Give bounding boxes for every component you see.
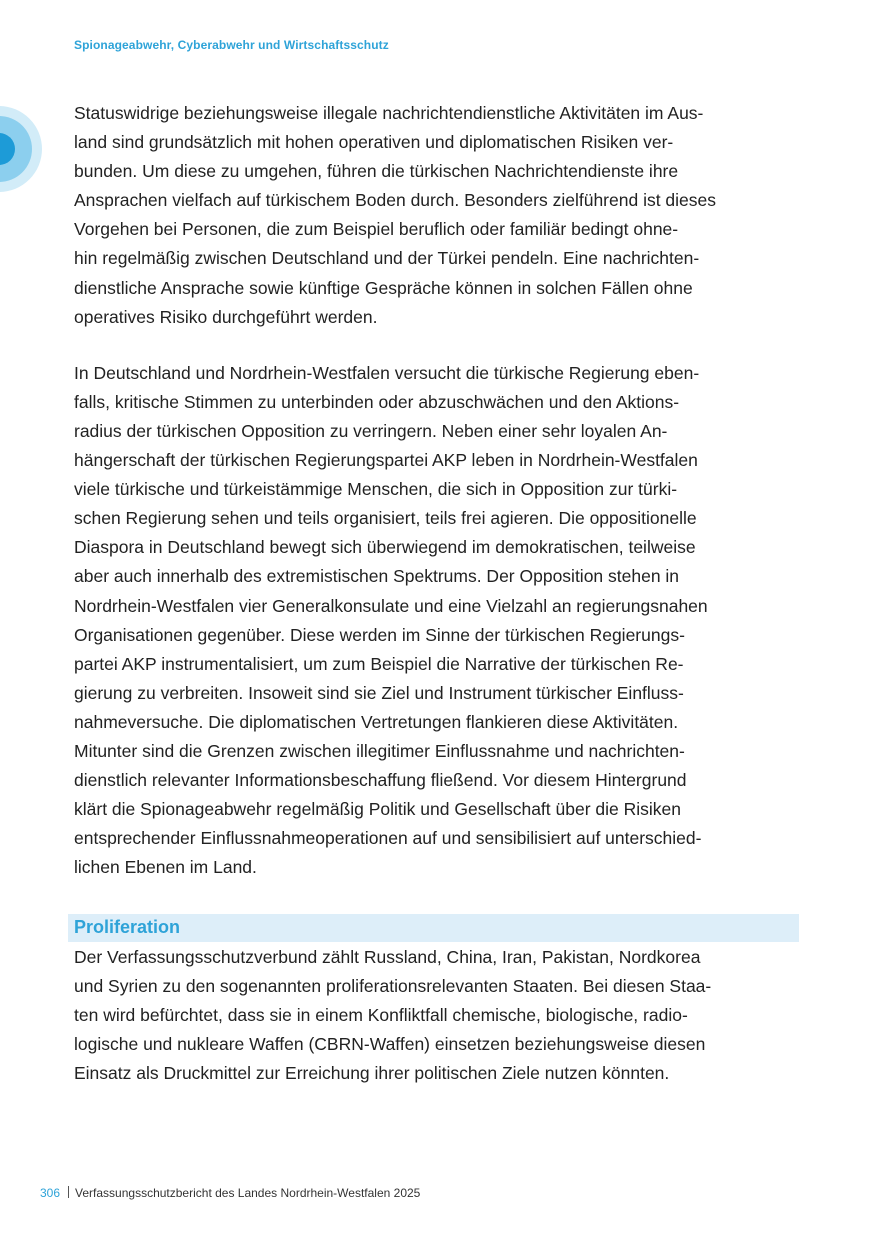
text-line: Mitunter sind die Grenzen zwischen illegitimer Einflussnahme und nachrichten-	[74, 740, 685, 761]
paragraph-spacer	[74, 332, 799, 359]
text-line: Diaspora in Deutschland bewegt sich überwiegend im demokratischen, teilweise	[74, 537, 696, 558]
text-line: viele türkische und türkeistämmige Menschen, die sich in Opposition zur türki-	[74, 479, 678, 500]
text-line: Statuswidrige beziehungsweise illegale nachrichtendienstliche Aktivitäten im Aus-	[74, 103, 704, 123]
page-footer	[40, 1186, 420, 1200]
text-line: dienstliche Ansprache sowie künftige Gespräche können in solchen Fällen ohne	[74, 277, 693, 298]
section-paragraph	[74, 943, 799, 1088]
text-line: Vorgehen bei Personen, die zum Beispiel beruflich oder familiär bedingt ohne-	[74, 219, 679, 240]
section-heading: Proliferation	[74, 917, 181, 937]
paragraph-2	[74, 359, 799, 883]
text-line: radius der türkischen Opposition zu verringern. Neben einer sehr loyalen An-	[74, 420, 668, 441]
text-line: aber auch innerhalb des extremistischen Spektrums. Der Opposition stehen in	[74, 566, 680, 587]
publication-title: Verfassungsschutzbericht des Landes Nordrhein-Westfalen 2025	[75, 1186, 421, 1200]
section-heading-bar	[68, 914, 799, 942]
text-line: logische und nukleare Waffen (CBRN-Waffen) einsetzen beziehungsweise diesen	[74, 1034, 706, 1055]
text-line: gierung zu verbreiten. Insoweit sind sie Ziel und Instrument türkischer Einfluss-	[74, 682, 684, 703]
text-line: partei AKP instrumentalisiert, um zum Beispiel die Narrative der türkischen Re-	[74, 653, 684, 674]
text-line: land sind grundsätzlich mit hohen operativen und diplomatischen Risiken ver-	[74, 132, 674, 153]
text-line: und Syrien zu den sogenannten proliferationsrelevanten Staaten. Bei diesen Staa-	[74, 976, 712, 997]
footer-divider	[68, 1186, 69, 1198]
text-line: dienstlich relevanter Informationsbeschaffung fließend. Vor diesem Hintergrund	[74, 770, 687, 791]
text-line: ten wird befürchtet, dass sie in einem Konfliktfall chemische, biologische, radio-	[74, 1005, 688, 1026]
main-text	[74, 99, 799, 882]
paragraph-1	[74, 99, 799, 332]
text-line: falls, kritische Stimmen zu unterbinden oder abzuschwächen und den Aktions-	[74, 391, 680, 412]
running-header: Spionageabwehr, Cyberabwehr und Wirtschaftsschutz	[74, 38, 389, 52]
text-line: bunden. Um diese zu umgehen, führen die türkischen Nachrichtendienste ihre	[74, 161, 679, 182]
text-line: Der Verfassungsschutzverbund zählt Russland, China, Iran, Pakistan, Nordkorea	[74, 947, 701, 967]
text-line: schen Regierung sehen und teils organisiert, teils frei agieren. Die oppositionelle	[74, 508, 697, 529]
text-line: hin regelmäßig zwischen Deutschland und der Türkei pendeln. Eine nachrichten-	[74, 248, 700, 269]
text-line: klärt die Spionageabwehr regelmäßig Politik und Gesellschaft über die Risiken	[74, 799, 681, 820]
text-line: hängerschaft der türkischen Regierungspartei AKP leben in Nordrhein-Westfalen	[74, 450, 698, 471]
text-line: Nordrhein-Westfalen vier Generalkonsulate und eine Vielzahl an regierungsnahen	[74, 595, 708, 616]
text-line: nahmeversuche. Die diplomatischen Vertretungen flankieren diese Aktivitäten.	[74, 711, 679, 732]
page-number: 306	[40, 1186, 61, 1200]
text-line: Organisationen gegenüber. Diese werden im Sinne der türkischen Regierungs-	[74, 624, 685, 645]
text-line: In Deutschland und Nordrhein-Westfalen versucht die türkische Regierung eben-	[74, 362, 700, 383]
text-line: lichen Ebenen im Land.	[74, 857, 257, 878]
text-line: operatives Risiko durchgeführt werden.	[74, 306, 378, 327]
text-line: Einsatz als Druckmittel zur Erreichung ihrer politischen Ziele nutzen könnten.	[74, 1063, 670, 1084]
text-line: entsprechender Einflussnahmeoperationen auf und sensibilisiert auf unterschied-	[74, 828, 702, 849]
text-line: Ansprachen vielfach auf türkischem Boden durch. Besonders zielführend ist dieses	[74, 190, 717, 211]
